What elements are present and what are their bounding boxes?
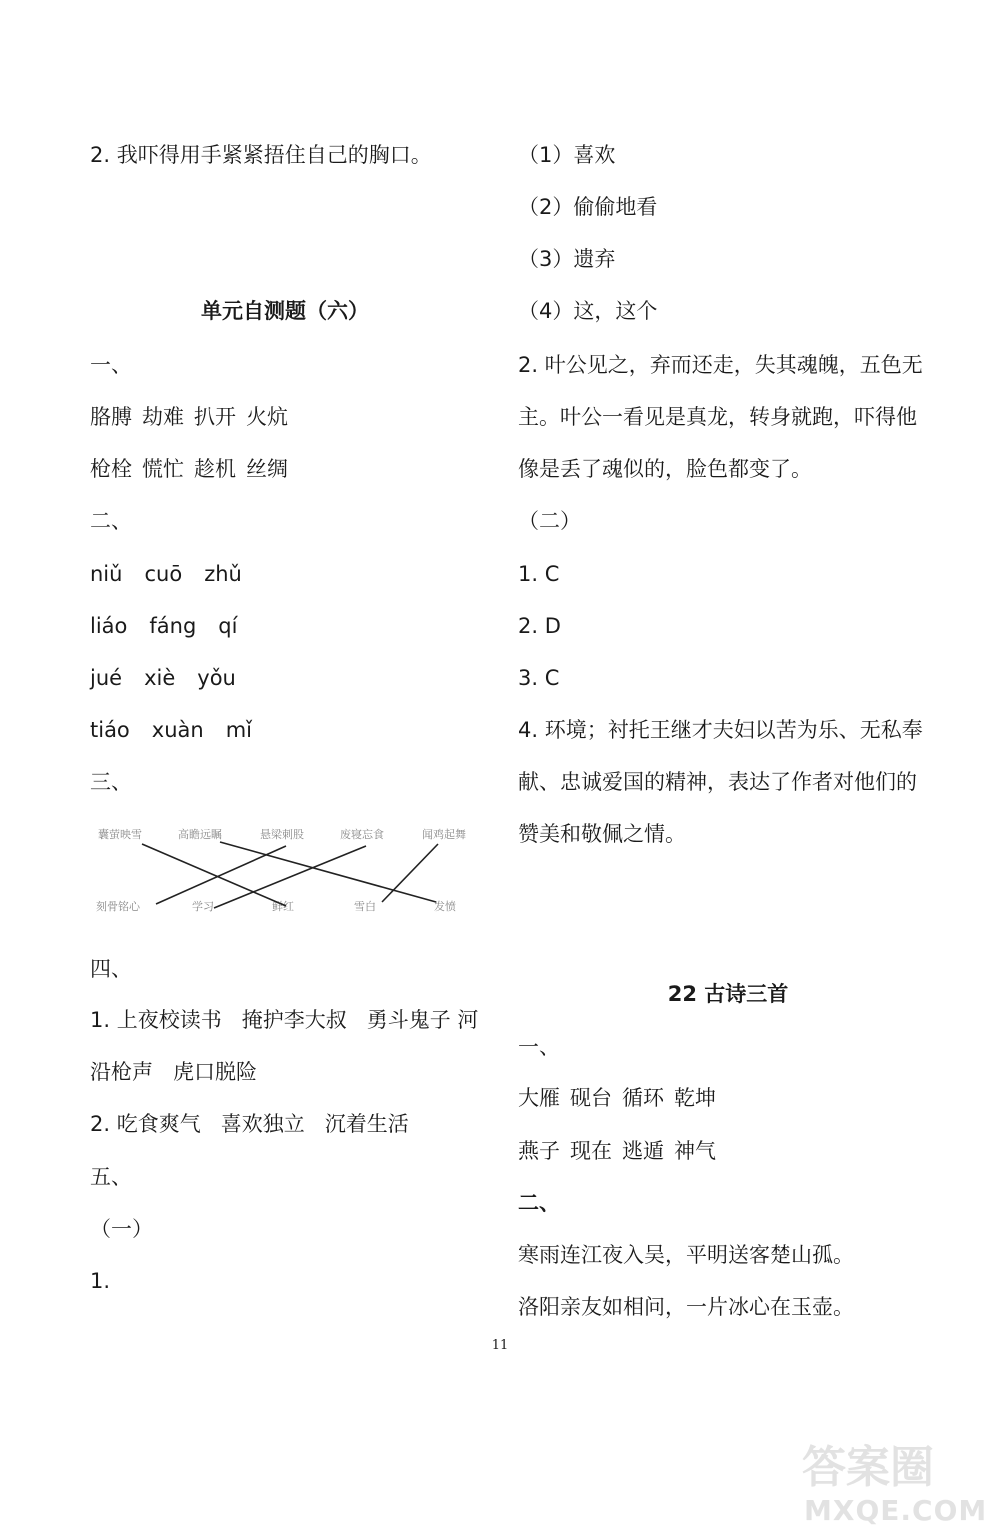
pinyin: xuàn xyxy=(151,718,204,742)
poem-line-1: 寒雨连江夜入吴，平明送客楚山孤。 xyxy=(518,1243,854,1267)
definition-2: （2）偷偷地看 xyxy=(518,195,658,219)
section-2-heading: 二、 xyxy=(90,509,132,533)
match-word-bottom: 鲜红 xyxy=(272,900,294,913)
pinyin-row-3 xyxy=(90,664,258,692)
match-word-top: 囊萤映雪 xyxy=(98,828,142,841)
match-word-bottom: 发愤 xyxy=(434,900,456,913)
matching-exercise-figure xyxy=(90,818,480,922)
pinyin: fáng xyxy=(149,614,197,638)
lesson-title: 22 古诗三首 xyxy=(667,982,789,1006)
section-4-line-1 xyxy=(90,1006,498,1034)
answer-2-line-1: 2. 叶公见之，弃而还走，失其魂魄，五色无 xyxy=(518,353,923,377)
definition-1: （1）喜欢 xyxy=(518,143,616,167)
answer-2-line-3: 像是丢了魂似的，脸色都变了。 xyxy=(518,457,812,481)
definition-3: （3）遗弃 xyxy=(518,247,616,271)
answer-2-line-2: 主。叶公一看见是真龙，转身就跑，吓得他 xyxy=(518,405,917,429)
word: 火炕 xyxy=(246,405,288,429)
lesson-section-2-heading: 二、 xyxy=(518,1191,560,1215)
match-word-bottom: 学习 xyxy=(192,900,214,913)
word: 枪栓 xyxy=(90,457,132,481)
word: 劫难 xyxy=(142,405,184,429)
answer-2-left: 2. 我吓得用手紧紧捂住自己的胸口。 xyxy=(90,143,432,167)
word: 循环 xyxy=(622,1086,664,1110)
phrase: 1. 上夜校读书 xyxy=(90,1008,222,1032)
watermark-sub-text: MXQE.COM xyxy=(804,1494,988,1526)
word: 砚台 xyxy=(570,1086,612,1110)
page-number: 11 xyxy=(491,1338,509,1353)
answer-4-line-1: 4. 环境；衬托王继才夫妇以苦为乐、无私奉 xyxy=(518,718,923,742)
pinyin: cuō xyxy=(144,562,183,586)
pinyin: zhǔ xyxy=(204,562,242,586)
word: 慌忙 xyxy=(142,457,184,481)
match-word-top: 高瞻远瞩 xyxy=(178,828,222,841)
choice-answer-3: 3. C xyxy=(518,666,560,690)
section-1-heading: 一、 xyxy=(90,353,132,377)
section-4-line-2 xyxy=(90,1058,277,1086)
section-4-heading: 四、 xyxy=(90,957,132,981)
word: 燕子 xyxy=(518,1139,560,1163)
watermark-main-text: 答案圈 xyxy=(802,1442,934,1493)
phrase: 虎口脱险 xyxy=(173,1060,257,1084)
watermark-logo xyxy=(798,1434,988,1526)
pinyin-row-2 xyxy=(90,612,259,640)
word: 神气 xyxy=(674,1139,716,1163)
section-5-heading: 五、 xyxy=(90,1165,132,1189)
subsection-1-item-1: 1. xyxy=(90,1269,111,1293)
word-row-2 xyxy=(90,455,298,483)
section-4-line-3 xyxy=(90,1110,429,1138)
pinyin: jué xyxy=(90,666,123,690)
subsection-2-heading: （二） xyxy=(518,509,581,533)
answer-4-line-2: 献、忠诚爱国的精神，表达了作者对他们的 xyxy=(518,770,917,794)
match-word-top: 悬梁刺股 xyxy=(260,828,304,841)
phrase: 喜欢独立 xyxy=(220,1112,305,1136)
poem-line-2: 洛阳亲友如相问，一片冰心在玉壶。 xyxy=(518,1295,854,1319)
match-connector xyxy=(156,846,286,904)
word-row-1 xyxy=(90,403,298,431)
lesson-word-row-2 xyxy=(518,1137,726,1165)
pinyin: niǔ xyxy=(90,562,123,586)
phrase: 沉着生活 xyxy=(324,1112,409,1136)
phrase: 掩护李大叔 xyxy=(241,1008,347,1032)
word: 趁机 xyxy=(194,457,236,481)
word: 现在 xyxy=(570,1139,612,1163)
word: 扒开 xyxy=(194,405,236,429)
match-word-top: 废寝忘食 xyxy=(340,828,384,841)
definition-4: （4）这，这个 xyxy=(518,299,658,323)
word: 逃遁 xyxy=(622,1139,664,1163)
pinyin-row-1 xyxy=(90,560,264,588)
word: 丝绸 xyxy=(246,457,288,481)
match-word-bottom: 雪白 xyxy=(354,900,376,913)
pinyin: mǐ xyxy=(225,718,253,742)
pinyin: liáo xyxy=(90,614,128,638)
match-word-bottom: 刻骨铭心 xyxy=(96,900,140,913)
pinyin: qí xyxy=(218,614,238,638)
phrase: 勇斗鬼子 河 xyxy=(366,1008,479,1032)
answer-4-line-3: 赞美和敬佩之情。 xyxy=(518,822,686,846)
pinyin-row-4 xyxy=(90,716,274,744)
lesson-section-1-heading: 一、 xyxy=(518,1035,560,1059)
pinyin: xiè xyxy=(144,666,176,690)
match-word-top: 闻鸡起舞 xyxy=(422,828,466,841)
word: 胳膊 xyxy=(90,405,132,429)
phrase: 2. 吃食爽气 xyxy=(90,1112,201,1136)
subsection-1-heading: （一） xyxy=(90,1217,153,1241)
pinyin: yǒu xyxy=(197,666,236,690)
choice-answer-1: 1. C xyxy=(518,562,560,586)
phrase: 沿枪声 xyxy=(90,1060,153,1084)
word: 大雁 xyxy=(518,1086,560,1110)
match-connector xyxy=(142,844,286,906)
section-3-heading: 三、 xyxy=(90,770,132,794)
lesson-word-row-1 xyxy=(518,1084,726,1112)
choice-answer-2: 2. D xyxy=(518,614,561,638)
unit-title: 单元自测题（六） xyxy=(201,299,369,323)
pinyin: tiáo xyxy=(90,718,130,742)
word: 乾坤 xyxy=(674,1086,716,1110)
match-connector xyxy=(382,844,438,902)
